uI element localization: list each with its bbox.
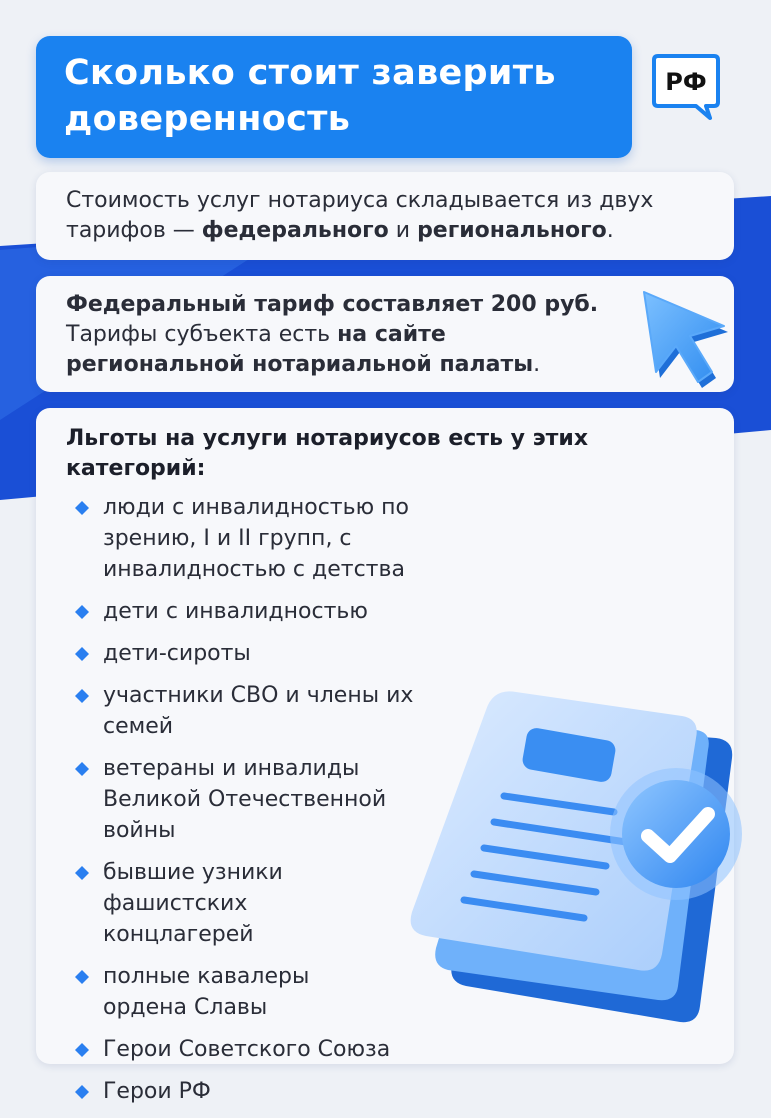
federal-text-part: . <box>533 352 541 377</box>
list-item <box>66 638 466 669</box>
benefit-label: люди с инвалидностью по зрению, I и II групп, с инвалидностью с детства <box>103 495 409 582</box>
list-item <box>66 857 353 950</box>
diamond-bullet-icon <box>75 605 89 619</box>
benefit-label: Герои РФ <box>103 1079 211 1104</box>
intro-card <box>36 172 734 260</box>
benefit-label: дети-сироты <box>103 641 251 666</box>
list-item <box>66 596 466 627</box>
intro-text-part: Стоимость услуг нотариуса складывается из двух тарифов — <box>66 188 654 243</box>
intro-regional-bold: регионального <box>417 218 607 243</box>
federal-tariff-bold: Федеральный тариф составляет 200 руб. <box>66 292 599 317</box>
approved-document-icon <box>396 686 756 1036</box>
diamond-bullet-icon <box>75 689 89 703</box>
intro-text-part: . <box>606 218 614 243</box>
benefit-label: ветераны и инвалиды Великой Отечественной войны <box>103 756 387 843</box>
benefit-label: участники СВО и члены их семей <box>103 683 414 739</box>
chamber-site-bold: на сайте региональной нотариальной палаты <box>66 322 534 377</box>
list-item <box>66 1034 463 1065</box>
intro-text <box>66 186 716 246</box>
federal-text-part: Тарифы субъекта есть <box>66 322 338 347</box>
list-item <box>66 1076 466 1107</box>
title-banner <box>36 36 632 158</box>
benefit-label: полные кавалеры ордена Славы <box>103 964 310 1020</box>
diamond-bullet-icon <box>75 647 89 661</box>
list-item <box>66 753 433 846</box>
diamond-bullet-icon <box>75 970 89 984</box>
intro-federal-bold: федерального <box>201 218 389 243</box>
diamond-bullet-icon <box>75 1085 89 1099</box>
diamond-bullet-icon <box>75 1043 89 1057</box>
benefit-label: дети с инвалидностью <box>103 599 368 624</box>
intro-text-part: и <box>388 218 418 243</box>
benefits-heading: Льготы на услуги нотариусов есть у этих категорий: <box>66 426 589 481</box>
diamond-bullet-icon <box>75 866 89 880</box>
benefit-label: Герои Советского Союза <box>103 1037 391 1062</box>
benefit-label: бывшие узники фашистских концлагерей <box>103 860 283 947</box>
federal-tariff-text <box>66 290 626 380</box>
diamond-bullet-icon <box>75 762 89 776</box>
logo-text: РФ <box>665 68 707 96</box>
cursor-arrow-icon <box>626 276 738 394</box>
diamond-bullet-icon <box>75 501 89 515</box>
list-item <box>66 961 393 1023</box>
rf-logo-icon <box>648 48 724 124</box>
list-item <box>66 492 466 585</box>
page-title: Сколько стоит заверить доверенность <box>64 53 556 139</box>
